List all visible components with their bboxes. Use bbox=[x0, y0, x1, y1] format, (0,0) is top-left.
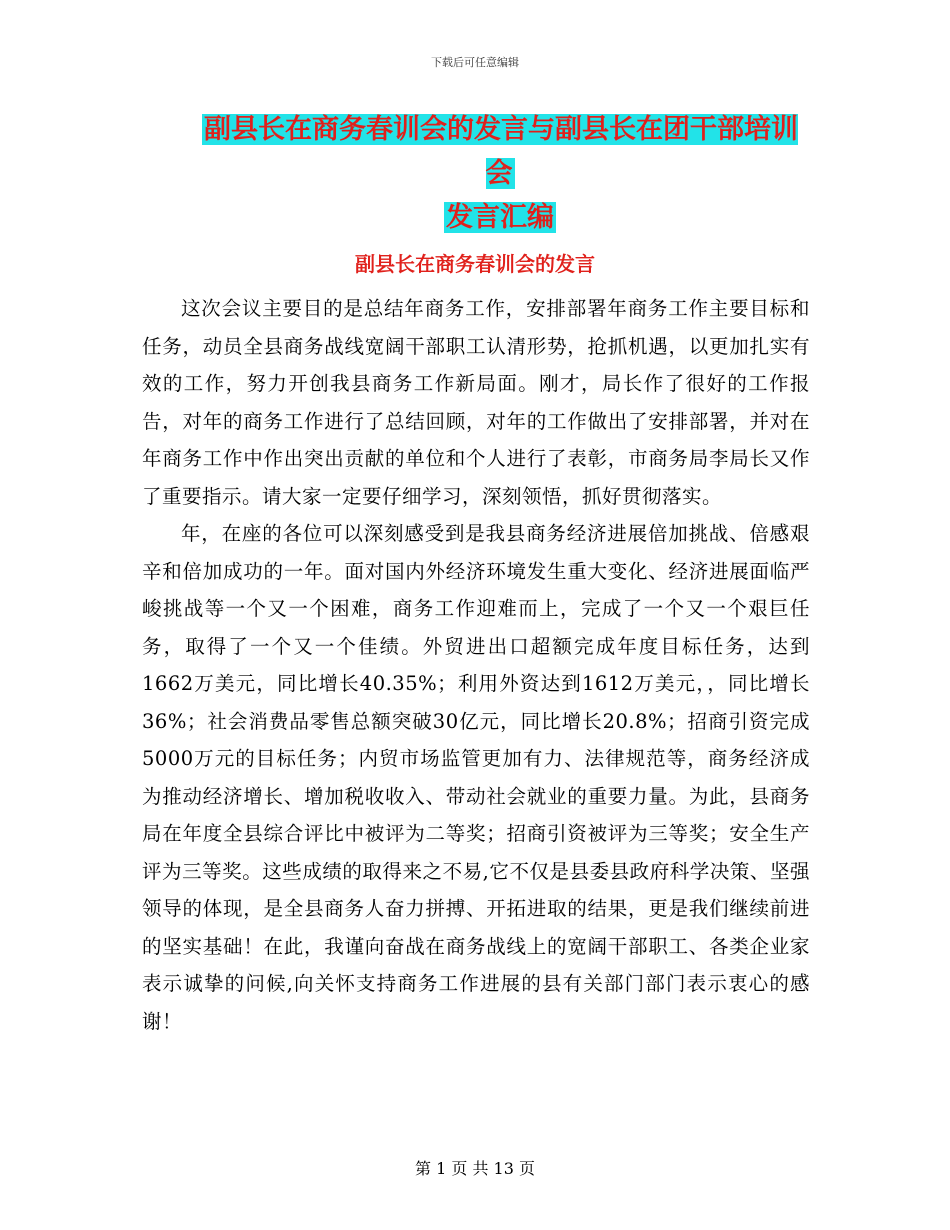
page-number: 第 1 页 共 13 页 bbox=[415, 1159, 535, 1178]
document-title-line-1: 副县长在商务春训会的发言与副县长在团干部培训会 bbox=[204, 114, 798, 189]
document-body bbox=[142, 290, 810, 1040]
paragraph: 这次会议主要目的是总结年商务工作，安排部署年商务工作主要目标和任务，动员全县商务战线宽阔干部职工认清形势，抢抓机遇，以更加扎实有效的工作，努力开创我县商务工作新局面。刚才，局长作了很好的工作报告，对年的商务工作进行了总结回顾，对年的工作做出了安排部署，并对在年商务工作中作出突出贡献的单位和个人进行了表彰，市商务局李局长又作了重要指示。请大家一定要仔细学习，深刻领悟，抓好贯彻落实。 bbox=[142, 297, 810, 508]
document-title bbox=[190, 108, 810, 240]
paragraph: 年，在座的各位可以深刻感受到是我县商务经济进展倍加挑战、倍感艰辛和倍加成功的一年。面对国内外经济环境发生重大变化、经济进展面临严峻挑战等一个又一个困难，商务工作迎难而上，完成了一个又一个艰巨任务，取得了一个又一个佳绩。外贸进出口超额完成年度目标任务，达到1662万美元，同比增长40.35%；利用外资达到1612万美元，，同比增长36%；社会消费品零售总额突破30亿元，同比增长20.8%；招商引资完成5000万元的目标任务；内贸市场监管更加有力、法律规范等，商务经济成为推动经济增长、增加税收收入、带动社会就业的重要力量。为此，县商务局在年度全县综合评比中被评为二等奖；招商引资被评为三等奖；安全生产评为三等奖。这些成绩的取得来之不易,它不仅是县委县政府科学决策、坚强领导的体现，是全县商务人奋力拼搏、开拓进取的结果，更是我们继续前进的坚实基础！在此，我谨向奋战在商务战线上的宽阔干部职工、各类企业家表示诚挚的问候,向关怀支持商务工作进展的县有关部门部门表示衷心的感谢！ bbox=[142, 522, 810, 1033]
header-note: 下载后可任意编辑 bbox=[431, 56, 519, 69]
section-title: 副县长在商务春训会的发言 bbox=[355, 252, 595, 276]
document-title-line-2: 发言汇编 bbox=[446, 202, 554, 233]
